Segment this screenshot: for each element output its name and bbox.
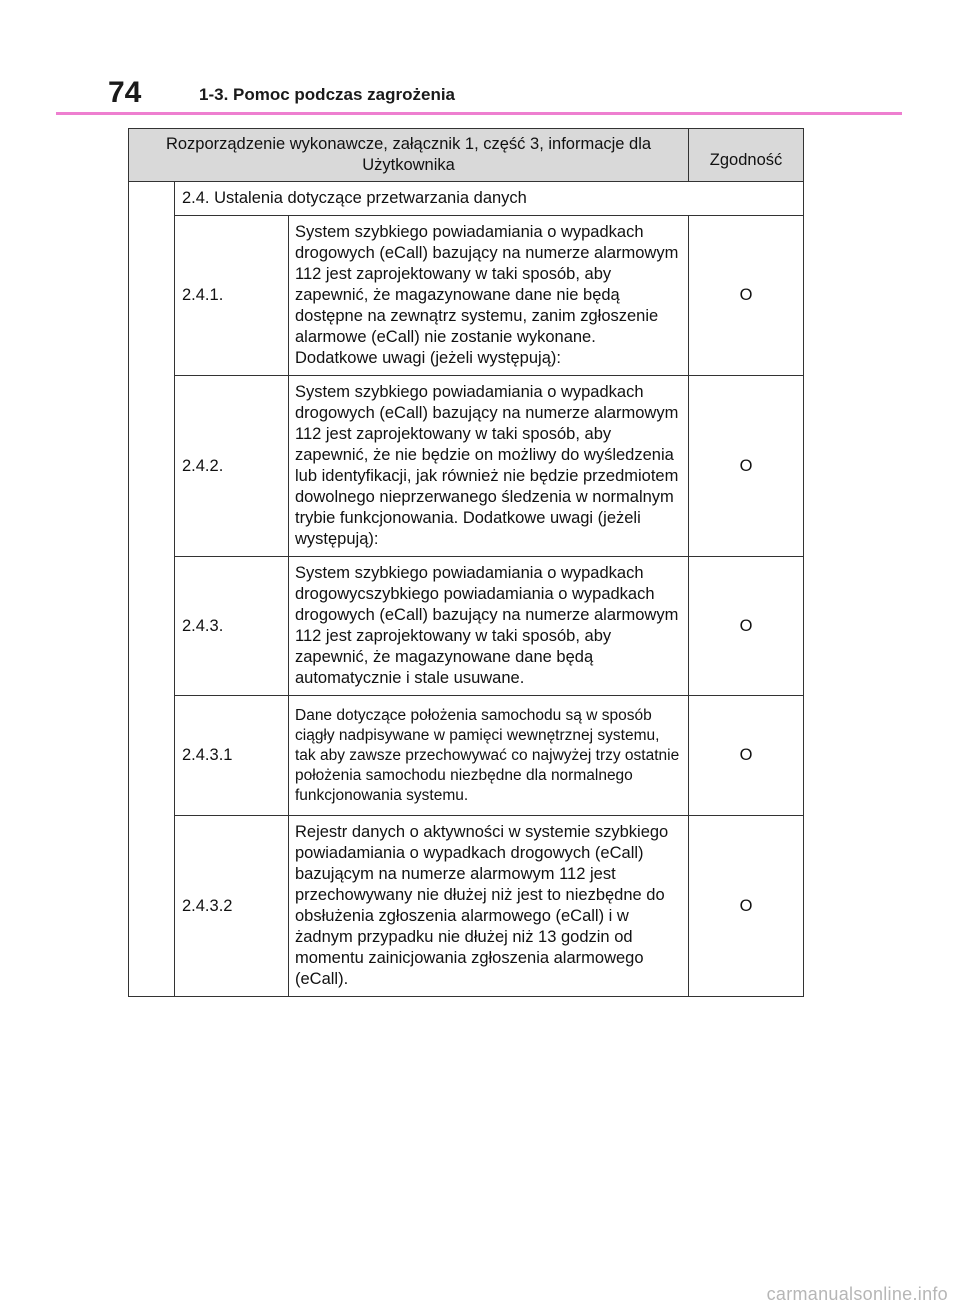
table-header-row xyxy=(129,129,804,182)
row-text: Dane dotyczące położenia samochodu są w sposób ciągły nadpisywane w pamięci wewnętrznej systemu, tak aby zawsze przechowywać co najwyżej trzy ostatnie położenia samochodu niezbędne dla normalnego funkcjonowania systemu. xyxy=(289,696,689,816)
row-code: 2.4.3.1 xyxy=(175,696,289,816)
row-code: 2.4.3.2 xyxy=(175,816,289,997)
row-code: 2.4.1. xyxy=(175,216,289,376)
row-compliance: O xyxy=(689,557,804,696)
row-code: 2.4.3. xyxy=(175,557,289,696)
compliance-table xyxy=(128,128,804,997)
section-title: 1-3. Pomoc podczas zagrożenia xyxy=(199,85,456,104)
row-compliance: O xyxy=(689,376,804,557)
watermark-text: carmanualsonline.info xyxy=(766,1284,948,1304)
page-number: 74 xyxy=(108,76,142,109)
header-divider xyxy=(56,112,902,115)
table-row xyxy=(129,816,804,997)
column-header-description: Rozporządzenie wykonawcze, załącznik 1, część 3, informacje dla Użytkownika xyxy=(129,129,689,182)
indent-cell xyxy=(129,182,175,997)
page-header xyxy=(0,0,960,120)
table-row xyxy=(129,216,804,376)
row-compliance: O xyxy=(689,816,804,997)
row-text: System szybkiego powiadamiania o wypadkach drogowycszybkiego powiadamiania o wypadkach drogowych (eCall) bazujący na numerze alarmowym 112 jest zaprojektowany w taki sposób, aby zapewnić, że magazynowane dane będą automatycznie i stale usuwane. xyxy=(289,557,689,696)
row-text: System szybkiego powiadamiania o wypadkach drogowych (eCall) bazujący na numerze alarmowym 112 jest zaprojektowany w taki sposób, aby zapewnić, że nie będzie on możliwy do wyśledzenia lub identyfikacji, jak również nie będzie przedmiotem dowolnego nieprzerwanego śledzenia w normalnym trybie funkcjonowania. Dodatkowe uwagi (jeżeli występują): xyxy=(289,376,689,557)
table-row xyxy=(129,557,804,696)
column-header-compliance: Zgodność xyxy=(689,129,804,182)
subheading-row xyxy=(129,182,804,216)
row-compliance: O xyxy=(689,696,804,816)
row-compliance: O xyxy=(689,216,804,376)
row-text: System szybkiego powiadamiania o wypadkach drogowych (eCall) bazujący na numerze alarmowym 112 jest zaprojektowany w taki sposób, aby zapewnić, że magazynowane dane nie będą dostępne na zewnątrz systemu, zanim zgłoszenie alarmowe (eCall) nie zostanie wykonane. Dodatkowe uwagi (jeżeli występują): xyxy=(289,216,689,376)
table-row xyxy=(129,696,804,816)
row-text: Rejestr danych o aktywności w systemie szybkiego powiadamiania o wypadkach drogowych (eCall) bazującym na numerze alarmowym 112 jest przechowywany nie dłużej niż jest to niezbędne do obsłużenia zgłoszenia alarmowego (eCall) i w żadnym przypadku nie dłużej niż 13 godzin od momentu zainicjowania zgłoszenia alarmowego (eCall). xyxy=(289,816,689,997)
subheading-cell: 2.4. Ustalenia dotyczące przetwarzania danych xyxy=(175,182,804,216)
row-code: 2.4.2. xyxy=(175,376,289,557)
table-row xyxy=(129,376,804,557)
